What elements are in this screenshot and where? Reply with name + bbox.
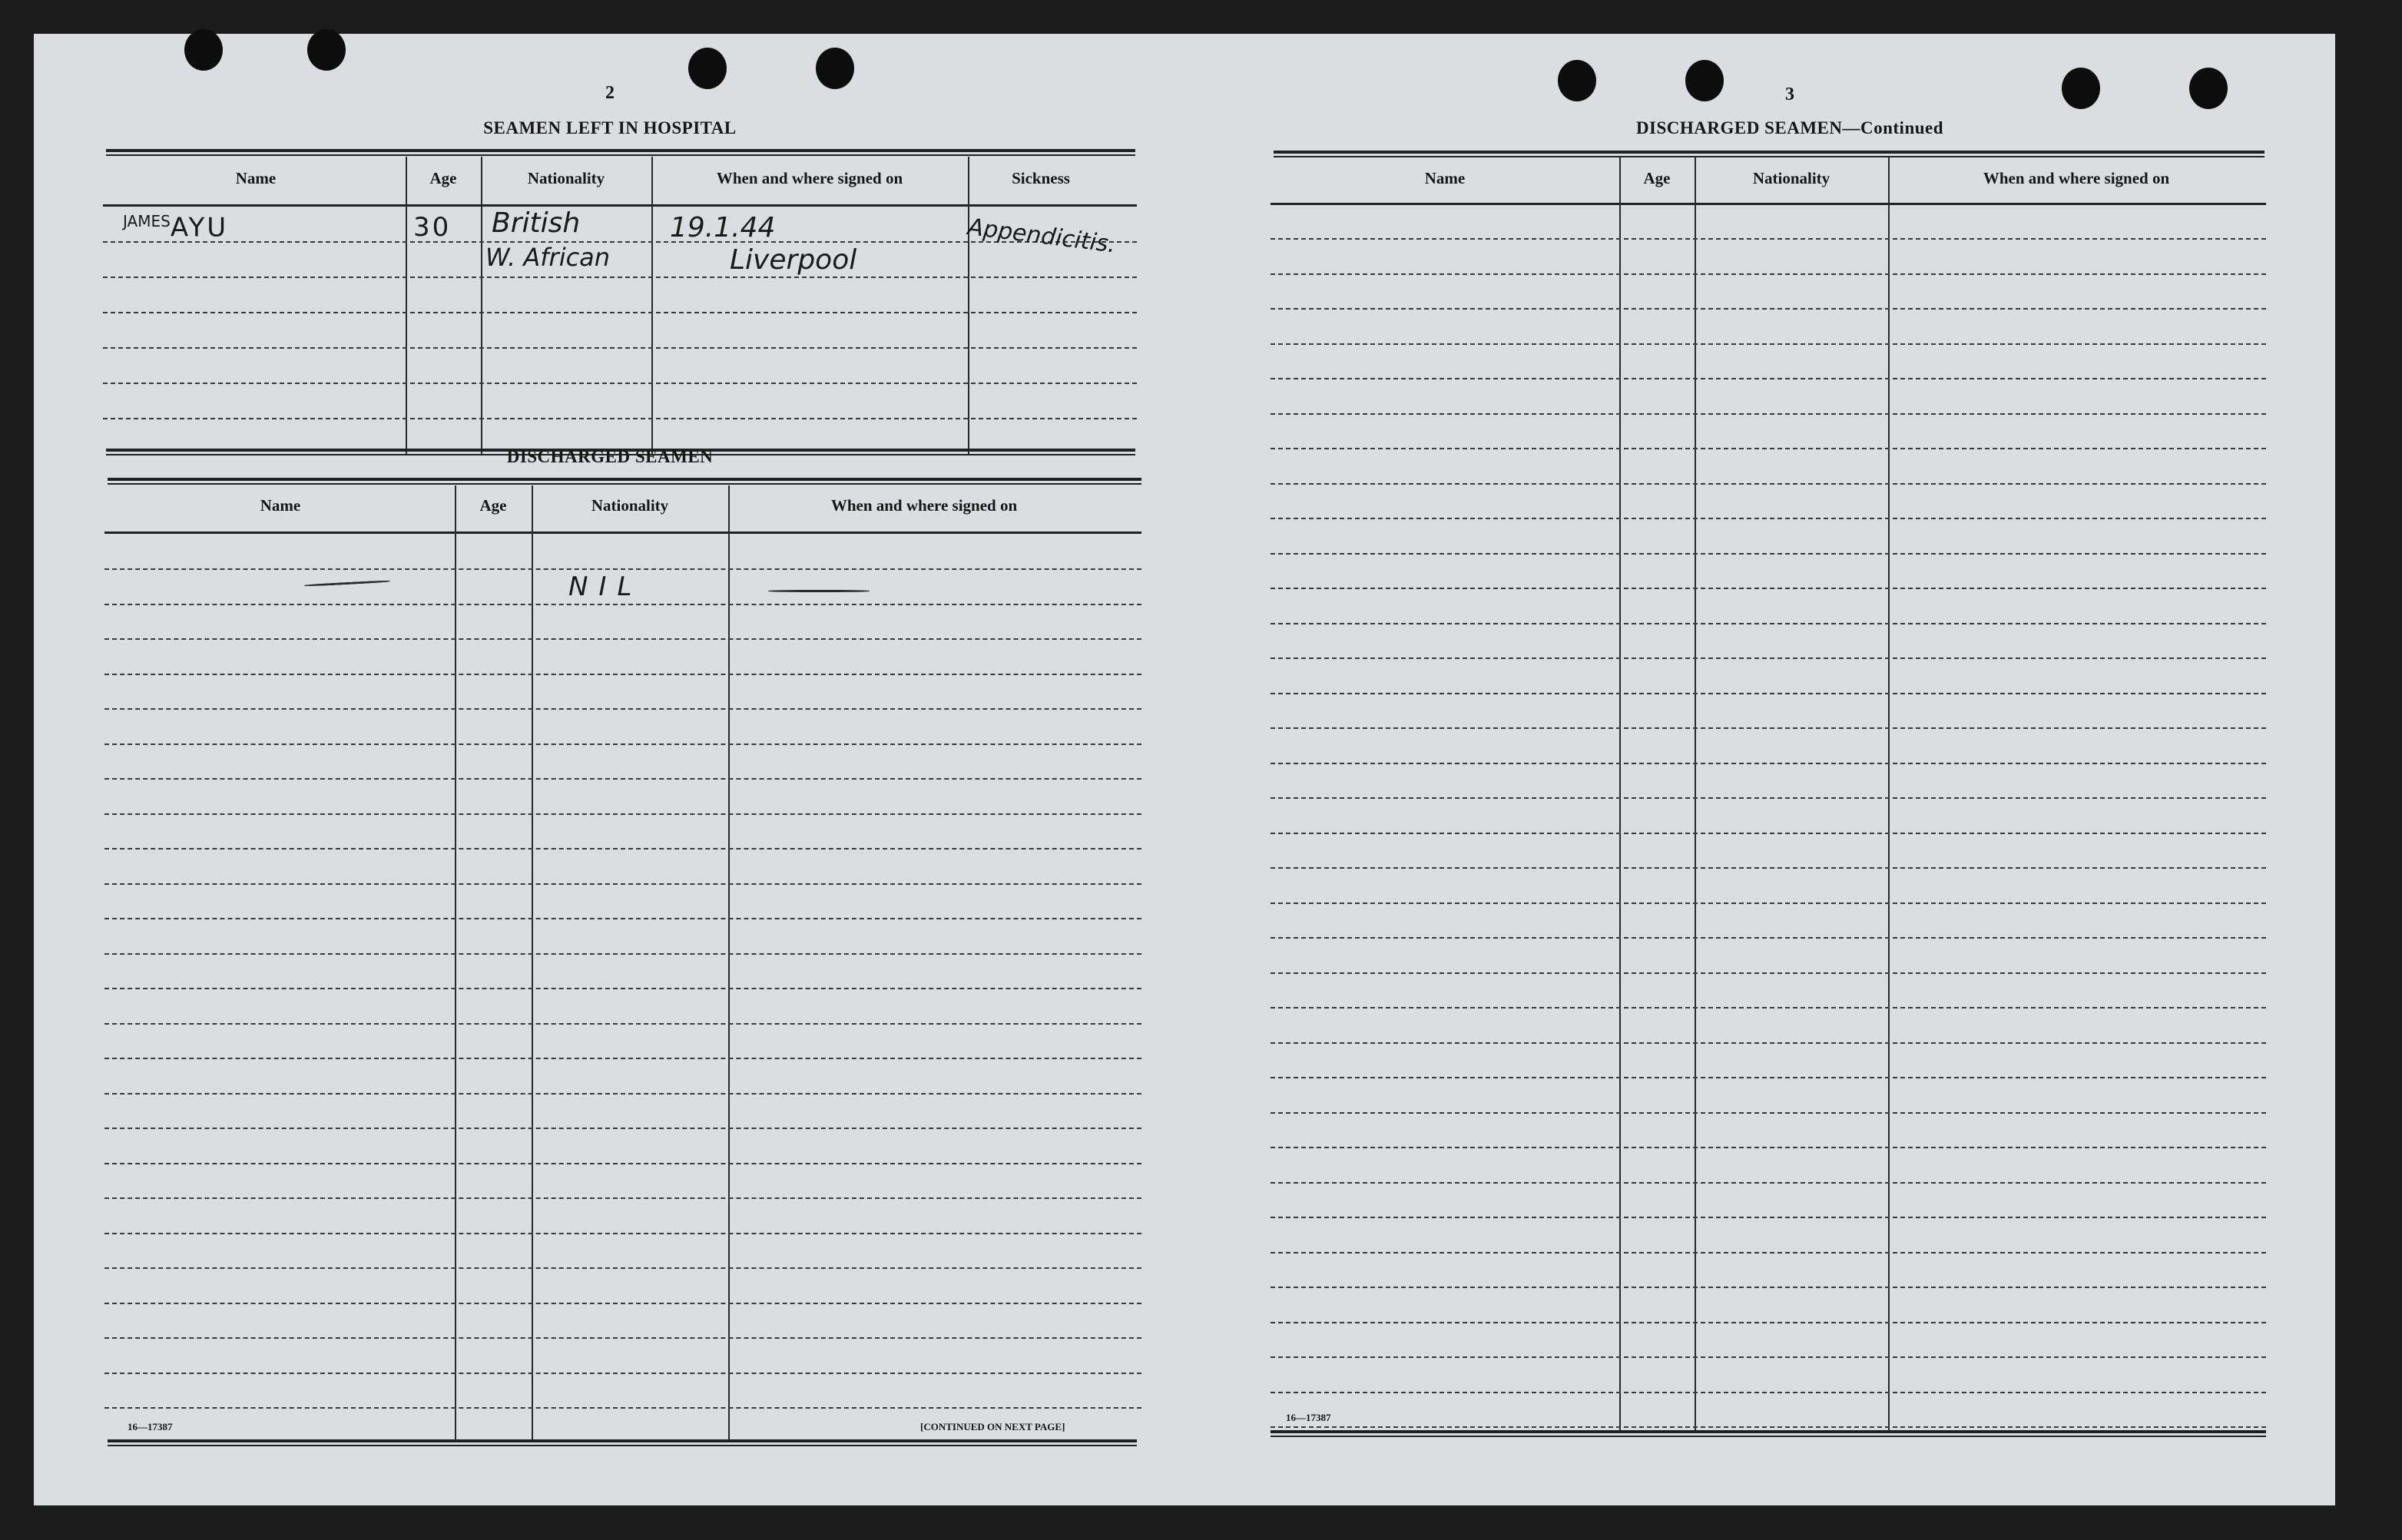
entry-row-line — [1271, 623, 2266, 624]
entry-row-line — [1271, 657, 2266, 659]
entry-row-line — [1271, 238, 2266, 240]
column-divider — [651, 157, 653, 455]
entry-row-line — [104, 604, 1141, 605]
table-header-rule — [103, 204, 1137, 207]
entry-row-line — [104, 778, 1141, 780]
entry-row-line — [104, 1093, 1141, 1095]
entry-row-line — [1271, 833, 2266, 834]
form-sheet — [34, 34, 2335, 1505]
col-head-signed-on: When and where signed on — [830, 496, 1018, 515]
form-code: 16—17387 — [128, 1421, 173, 1432]
col-head-age: Age — [479, 496, 507, 515]
table-top-rule — [108, 478, 1141, 485]
col-head-age: Age — [1643, 169, 1671, 187]
col-head-nationality: Nationality — [1752, 169, 1830, 187]
entry-row-line — [104, 638, 1141, 640]
column-divider — [968, 157, 969, 455]
column-divider — [728, 485, 730, 1442]
entry-row-line — [1271, 413, 2266, 415]
column-divider — [481, 157, 482, 455]
entry-row-line — [103, 277, 1137, 278]
entry-row-line — [1271, 867, 2266, 869]
seaman-age: 30 — [413, 212, 452, 243]
nil-dash-mark — [304, 580, 390, 587]
left-page — [34, 34, 1186, 1505]
entry-row-line — [1271, 1392, 2266, 1393]
col-head-sickness: Sickness — [1012, 169, 1070, 187]
seaman-nationality-line1: British — [492, 207, 581, 239]
entry-row-line — [104, 918, 1141, 919]
col-head-signed-on: When and where signed on — [1983, 169, 2170, 187]
hospital-section-title: SEAMEN LEFT IN HOSPITAL — [483, 118, 737, 137]
entry-row-line — [1271, 588, 2266, 589]
entry-row-line — [1271, 797, 2266, 799]
entry-row-line — [104, 1197, 1141, 1199]
entry-row-line — [103, 383, 1137, 384]
entry-row-line — [1271, 1252, 2266, 1254]
continued-note: [CONTINUED ON NEXT PAGE] — [920, 1421, 1065, 1432]
entry-row-line — [1271, 972, 2266, 974]
entry-row-line — [1271, 902, 2266, 904]
col-head-nationality: Nationality — [527, 169, 605, 187]
entry-row-line — [1271, 693, 2266, 694]
entry-row-line — [1271, 1217, 2266, 1218]
entry-row-line — [103, 347, 1137, 349]
entry-row-line — [104, 1267, 1141, 1269]
entry-row-line — [1271, 1356, 2266, 1358]
col-head-age: Age — [429, 169, 457, 187]
entry-row-line — [1271, 1287, 2266, 1288]
entry-row-line — [1271, 763, 2266, 764]
discharged-nil-entry: NIL — [568, 571, 643, 602]
col-head-name: Name — [235, 169, 277, 187]
table-header-rule — [1271, 203, 2266, 205]
entry-row-line — [104, 674, 1141, 675]
entry-row-line — [1271, 448, 2266, 449]
table-bottom-rule — [108, 1439, 1137, 1446]
sickness: Appendicitis. — [966, 214, 1118, 259]
entry-row-line — [104, 744, 1141, 745]
entry-row-line — [104, 883, 1141, 885]
table-bottom-rule — [1271, 1430, 2266, 1437]
entry-row-line — [104, 813, 1141, 815]
entry-row-line — [104, 988, 1141, 989]
entry-row-line — [1271, 308, 2266, 310]
discharged-section-title: DISCHARGED SEAMEN — [506, 447, 714, 466]
entry-row-line — [1271, 1147, 2266, 1148]
entry-row-line — [104, 568, 1141, 570]
column-divider — [1619, 157, 1621, 1432]
entry-row-line — [1271, 553, 2266, 555]
entry-row-line — [1271, 343, 2266, 345]
entry-row-line — [104, 1163, 1141, 1164]
signed-on-place: Liverpool — [730, 244, 857, 276]
entry-row-line — [1271, 1042, 2266, 1044]
entry-row-line — [104, 1058, 1141, 1059]
entry-row-line — [104, 1233, 1141, 1234]
entry-row-line — [103, 418, 1137, 419]
entry-row-line — [1271, 937, 2266, 939]
table-header-rule — [104, 532, 1141, 534]
form-code: 16—17387 — [1286, 1412, 1331, 1423]
entry-row-line — [104, 1023, 1141, 1025]
col-head-name: Name — [1424, 169, 1466, 187]
entry-row-line — [1271, 378, 2266, 379]
col-head-nationality: Nationality — [591, 496, 669, 515]
entry-row-line — [1271, 483, 2266, 485]
entry-row-line — [1271, 1077, 2266, 1078]
column-divider — [1888, 157, 1890, 1432]
right-page — [1186, 34, 2335, 1505]
signed-on-date: 19.1.44 — [670, 212, 776, 243]
seaman-nationality-line2: W. African — [485, 243, 611, 272]
entry-row-line — [104, 1128, 1141, 1129]
entry-row-line — [1271, 727, 2266, 729]
entry-row-line — [104, 1303, 1141, 1304]
entry-row-line — [1271, 1182, 2266, 1184]
entry-row-line — [104, 1407, 1141, 1409]
entry-row-line — [1271, 273, 2266, 275]
seaman-name: $^{JAMES}$AYU — [123, 212, 229, 243]
entry-row-line — [103, 312, 1137, 313]
col-head-signed-on: When and where signed on — [716, 169, 903, 187]
nil-dash-mark — [768, 590, 870, 592]
entry-row-line — [104, 1337, 1141, 1339]
column-divider — [455, 485, 456, 1442]
column-divider — [406, 157, 407, 455]
entry-row-line — [1271, 1112, 2266, 1114]
entry-row-line — [1271, 1426, 2266, 1428]
col-head-name: Name — [260, 496, 301, 515]
column-divider — [532, 485, 533, 1442]
page-number: 2 — [605, 83, 615, 103]
entry-row-line — [1271, 1322, 2266, 1323]
entry-row-line — [104, 1373, 1141, 1374]
entry-row-line — [104, 708, 1141, 710]
entry-row-line — [1271, 518, 2266, 519]
table-top-rule — [106, 149, 1135, 156]
entry-row-line — [104, 953, 1141, 955]
entry-row-line — [1271, 1007, 2266, 1008]
discharged-continued-title: DISCHARGED SEAMEN—Continued — [1635, 118, 1944, 137]
page-number: 3 — [1785, 84, 1794, 104]
entry-row-line — [104, 848, 1141, 849]
table-top-rule — [1274, 151, 2265, 157]
column-divider — [1695, 157, 1696, 1432]
